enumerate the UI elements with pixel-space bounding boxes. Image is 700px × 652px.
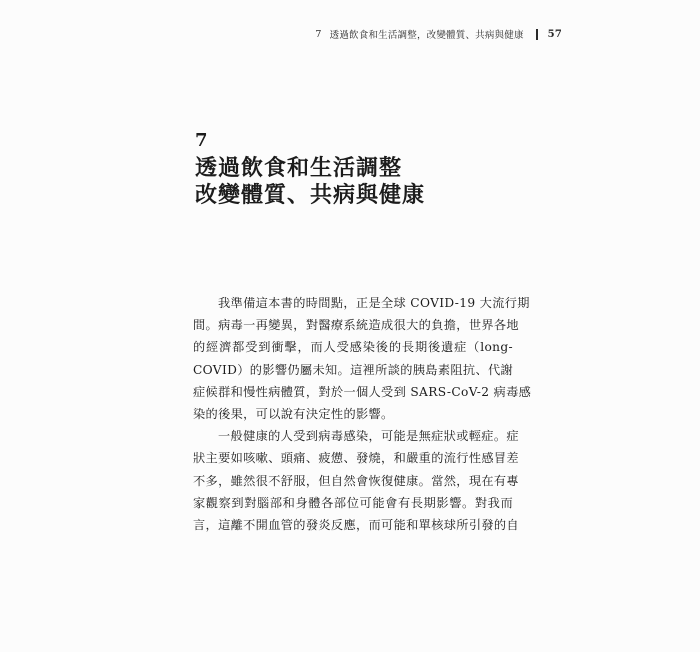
text-line: 不多，雖然很不舒服，但自然會恢復健康。當然，現在有專 — [193, 473, 519, 488]
chapter-number: 7 — [195, 130, 208, 151]
text-line: 症候群和慢性病體質，對於一個人受到 SARS-CoV-2 病毒感 — [193, 384, 532, 399]
text-line: COVID）的影響仍屬未知。這裡所談的胰島素阻抗、代謝 — [193, 362, 514, 377]
text-line: 間。病毒一再變異，對醫療系統造成很大的負擔，世界各地 — [193, 318, 519, 333]
paragraph-1 — [193, 292, 532, 425]
body-text — [193, 292, 532, 536]
chapter-heading — [195, 131, 425, 209]
text-line: 我準備這本書的時間點，正是全球 COVID-19 大流行期 — [218, 296, 530, 310]
text-line: 的經濟都受到衝擊，而人受感染後的長期後遺症（long- — [193, 340, 513, 355]
running-header — [315, 27, 562, 41]
text-line: 家觀察到對腦部和身體各部位可能會有長期影響。對我而 — [193, 495, 513, 510]
text-line: 一般健康的人受到病毒感染，可能是無症狀或輕症。症 — [218, 429, 519, 444]
page-number: 57 — [547, 28, 562, 40]
header-divider — [536, 29, 538, 40]
header-chapter-number: 7 — [315, 28, 322, 40]
text-line: 言，這離不開血管的發炎反應，而可能和單核球所引發的自 — [193, 518, 519, 533]
text-line: 染的後果，可以說有決定性的影響。 — [193, 407, 394, 422]
header-running-title: 透過飲食和生活調整，改變體質、共病與健康 — [329, 30, 524, 41]
text-line: 狀主要如咳嗽、頭痛、疲憊、發燒，和嚴重的流行性感冒差 — [193, 451, 519, 466]
paragraph-2 — [193, 425, 519, 536]
chapter-title-line-2: 改變體質、共病與健康 — [195, 182, 426, 208]
chapter-title-line-1: 透過飲食和生活調整 — [195, 155, 403, 181]
